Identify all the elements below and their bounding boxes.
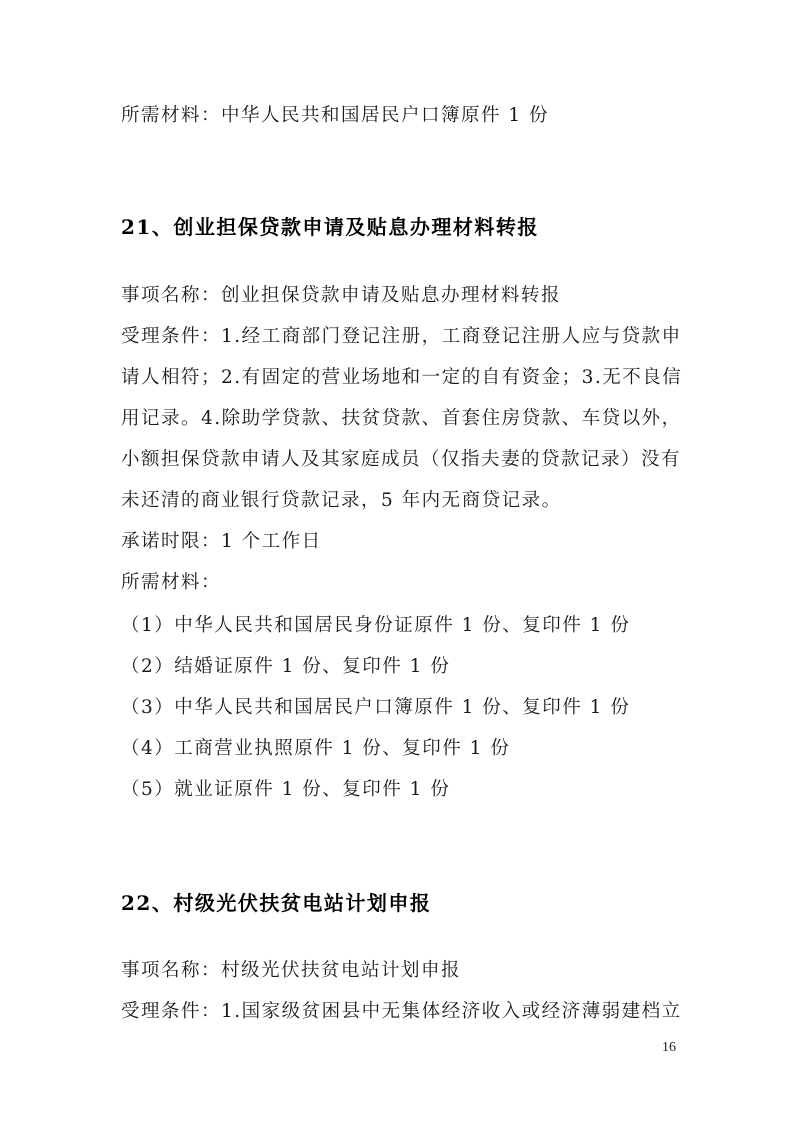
material-item: （1）中华人民共和国居民身份证原件 1 份、复印件 1 份 xyxy=(121,615,631,636)
material-item: （2）结婚证原件 1 份、复印件 1 份 xyxy=(121,656,451,677)
material-item: （4）工商营业执照原件 1 份、复印件 1 份 xyxy=(121,738,511,759)
item-name-line: 事项名称：创业担保贷款申请及贴息办理材料转报 xyxy=(121,285,562,306)
conditions-line: 受理条件：1.经工商部门登记注册，工商登记注册人应与贷款申 xyxy=(121,326,682,347)
conditions-line: 用记录。4.除助学贷款、扶贫贷款、首套住房贷款、车贷以外， xyxy=(121,408,682,429)
page-number: 16 xyxy=(662,1040,676,1055)
materials-line: 所需材料：中华人民共和国居民户口簿原件 1 份 xyxy=(121,105,550,126)
section-22-heading: 22、村级光伏扶贫电站计划申报 xyxy=(121,891,432,915)
conditions-line: 小额担保贷款申请人及其家庭成员（仅指夫妻的贷款记录）没有 xyxy=(121,449,682,470)
time-limit-line: 承诺时限：1 个工作日 xyxy=(121,531,322,552)
section-21-heading: 21、创业担保贷款申请及贴息办理材料转报 xyxy=(121,215,539,239)
item-name-line: 事项名称：村级光伏扶贫电站计划申报 xyxy=(121,960,462,981)
material-item: （5）就业证原件 1 份、复印件 1 份 xyxy=(121,779,451,800)
material-item: （3）中华人民共和国居民户口簿原件 1 份、复印件 1 份 xyxy=(121,697,631,718)
conditions-line: 未还清的商业银行贷款记录，5 年内无商贷记录。 xyxy=(121,490,562,511)
conditions-line: 受理条件：1.国家级贫困县中无集体经济收入或经济薄弱建档立 xyxy=(121,1001,682,1022)
materials-label: 所需材料： xyxy=(121,572,222,593)
conditions-line: 请人相符；2.有固定的营业场地和一定的自有资金；3.无不良信 xyxy=(121,367,683,388)
